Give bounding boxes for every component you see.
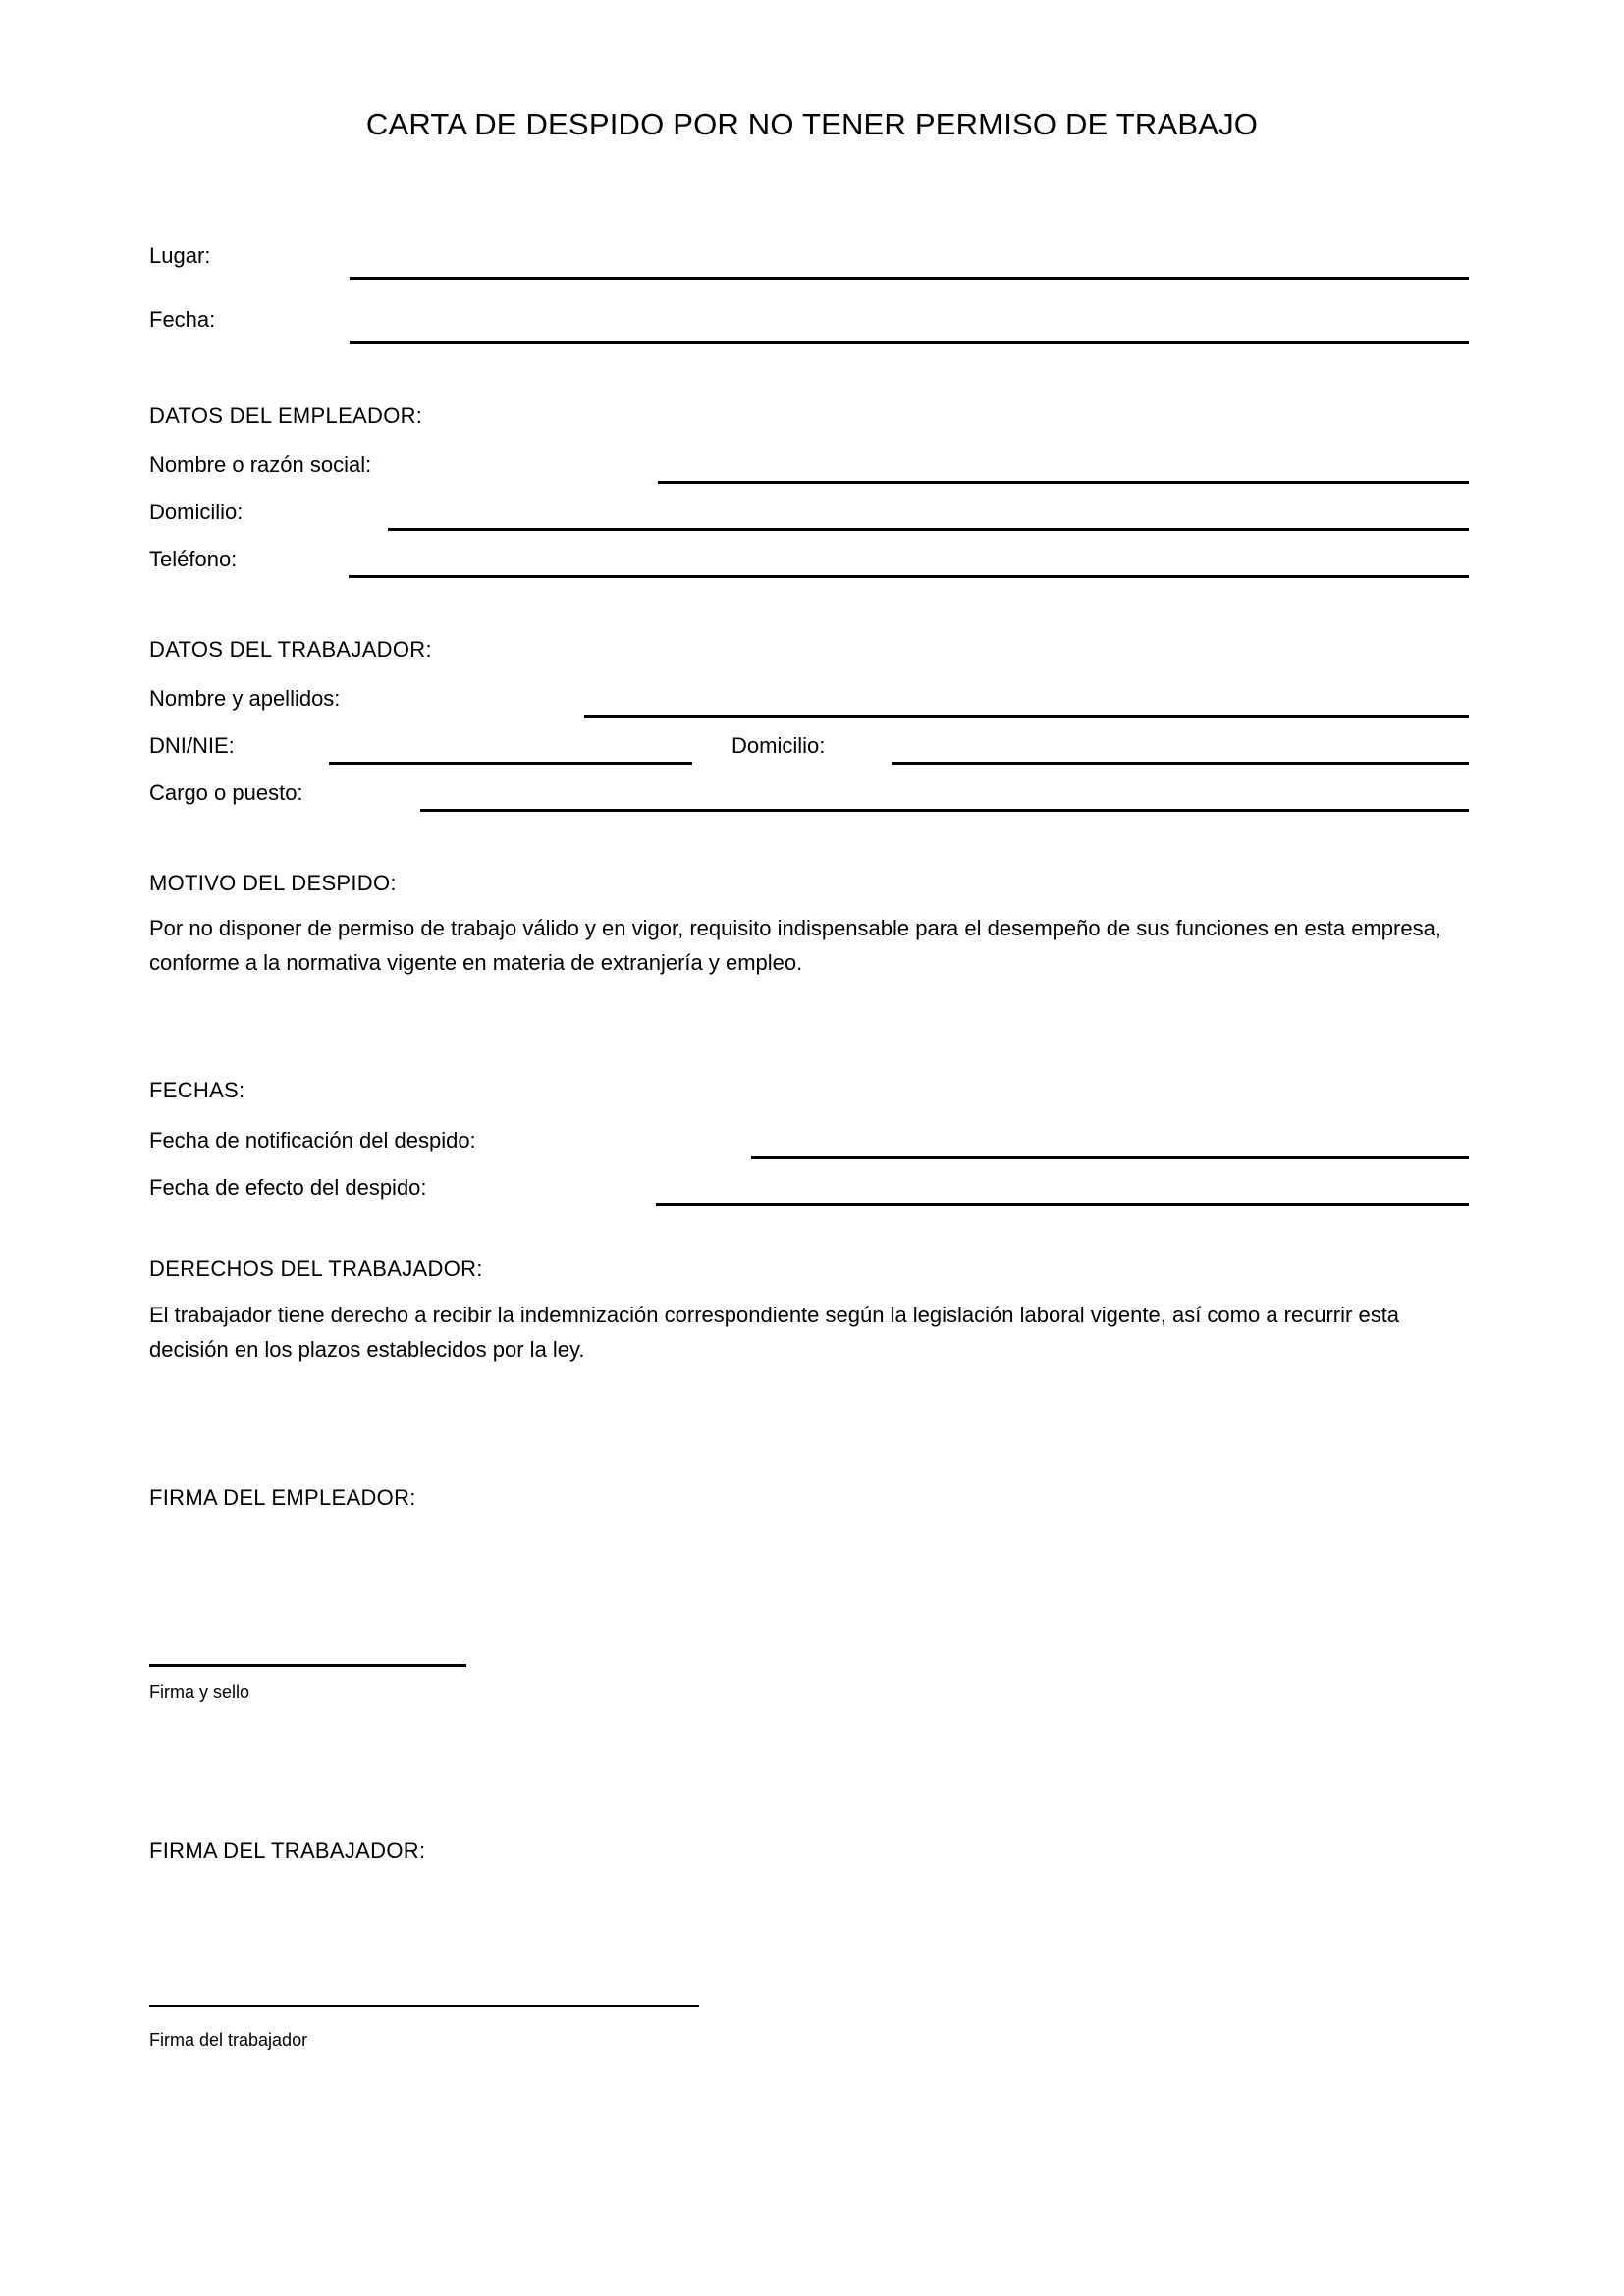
worker-name-label: Nombre y apellidos: xyxy=(149,686,341,711)
page-title: CARTA DE DESPIDO POR NO TENER PERMISO DE TRABAJO xyxy=(365,107,1259,141)
worker-position-label: Cargo o puesto: xyxy=(149,780,303,805)
employer-address-input-line[interactable] xyxy=(388,528,1469,531)
worker-address-input-line[interactable] xyxy=(892,762,1469,765)
dates-section-heading: FECHAS: xyxy=(149,1078,245,1102)
worker-address-label: Domicilio: xyxy=(731,733,826,758)
employer-name-input-line[interactable] xyxy=(658,481,1469,484)
rights-body-text: El trabajador tiene derecho a recibir la indemnización correspondiente según la legislación laboral vigente, así como a recurrir esta decisión en los plazos establecidos por la ley. xyxy=(149,1303,1400,1362)
worker-signature-caption: Firma del trabajador xyxy=(149,2030,308,2050)
worker-signature-line[interactable] xyxy=(149,2005,699,2007)
reason-section-heading: MOTIVO DEL DESPIDO: xyxy=(149,871,397,895)
worker-dni-input-line[interactable] xyxy=(329,762,692,765)
notification-date-input-line[interactable] xyxy=(751,1156,1469,1159)
reason-body-text: Por no disponer de permiso de trabajo válido y en vigor, requisito indispensable para el desempeño de sus funciones en esta empresa, conforme a la normativa vigente en materia de extranjería y empleo. xyxy=(149,916,1441,975)
employer-phone-label: Teléfono: xyxy=(149,547,238,571)
lugar-input-line[interactable] xyxy=(350,277,1469,280)
worker-name-input-line[interactable] xyxy=(584,715,1469,718)
employer-phone-input-line[interactable] xyxy=(349,575,1469,578)
notification-date-label: Fecha de notificación del despido: xyxy=(149,1128,476,1152)
worker-dni-label: DNI/NIE: xyxy=(149,733,235,758)
effective-date-input-line[interactable] xyxy=(656,1203,1469,1206)
fecha-input-line[interactable] xyxy=(350,341,1469,344)
worker-section-heading: DATOS DEL TRABAJADOR: xyxy=(149,637,432,662)
employer-signature-caption: Firma y sello xyxy=(149,1682,250,1702)
worker-signature-heading: FIRMA DEL TRABAJADOR: xyxy=(149,1839,426,1863)
lugar-label: Lugar: xyxy=(149,243,211,268)
rights-section-heading: DERECHOS DEL TRABAJADOR: xyxy=(149,1256,483,1281)
employer-section-heading: DATOS DEL EMPLEADOR: xyxy=(149,403,423,428)
fecha-label: Fecha: xyxy=(149,307,216,332)
effective-date-label: Fecha de efecto del despido: xyxy=(149,1175,427,1200)
worker-position-input-line[interactable] xyxy=(420,809,1469,812)
employer-signature-heading: FIRMA DEL EMPLEADOR: xyxy=(149,1485,416,1510)
employer-name-label: Nombre o razón social: xyxy=(149,453,372,477)
employer-address-label: Domicilio: xyxy=(149,500,244,524)
employer-signature-line[interactable] xyxy=(149,1664,466,1667)
